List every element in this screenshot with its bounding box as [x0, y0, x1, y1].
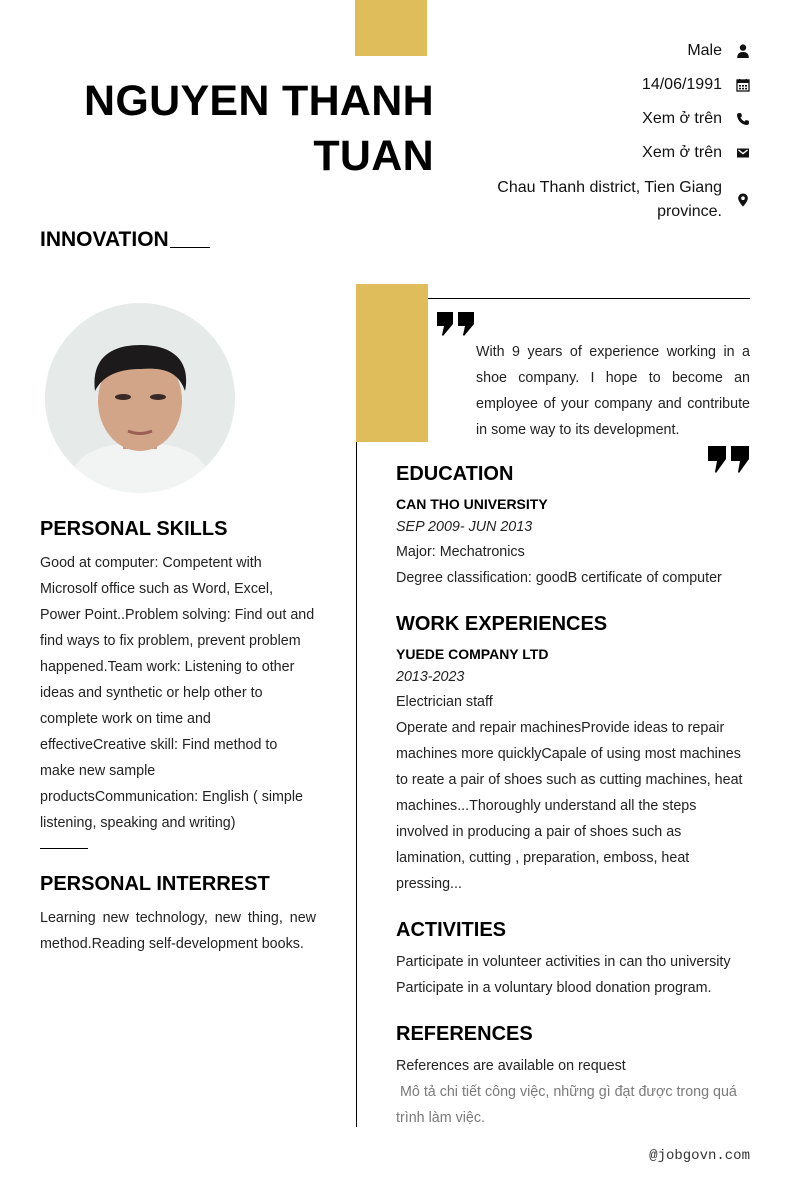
envelope-icon: [728, 146, 750, 160]
left-column: [40, 516, 316, 957]
contact-phone: [470, 108, 750, 130]
work-position: Electrician staff: [396, 694, 493, 710]
education-degree: Degree classification: goodB certificate of computer: [396, 570, 722, 586]
right-column: [396, 461, 750, 1151]
education-heading: EDUCATION: [396, 463, 514, 485]
contact-phone-text: Xem ở trên: [642, 110, 722, 127]
contact-list: [470, 40, 750, 236]
activities-section: [396, 917, 750, 1001]
references-text: References are available on request: [396, 1058, 626, 1074]
education-school: CAN THO UNIVERSITY: [396, 496, 548, 512]
work-company: YUEDE COMPANY LTD: [396, 646, 549, 662]
name-line-1: NGUYEN THANH: [84, 77, 434, 125]
tagline-rule: [170, 247, 210, 248]
open-quote-icon: [437, 312, 475, 343]
skills-text: Good at computer: Competent with Microsolf office such as Word, Excel, Power Point..Problem solving: Find out and find ways to fix problem, prevent problem happened.Team work: Listening to other ideas and synthetic or help other to complete work on time and effectiveCreative skill: Find method to make new sample productsCommunication: English ( simple listening, speaking and writing): [40, 555, 315, 831]
contact-email-text: Xem ở trên: [642, 144, 722, 161]
education-period: SEP 2009- JUN 2013: [396, 519, 533, 535]
tagline-text: INNOVATION: [40, 228, 169, 251]
education-section: [396, 461, 750, 591]
accent-block-side: [356, 284, 428, 442]
contact-gender-text: Male: [687, 42, 722, 59]
references-section: [396, 1021, 750, 1131]
references-heading: REFERENCES: [396, 1023, 533, 1045]
contact-gender: [470, 40, 750, 62]
section-rule: [40, 848, 88, 849]
work-period: 2013-2023: [396, 669, 465, 685]
work-section: [396, 611, 750, 897]
footer-watermark: @jobgovn.com: [649, 1148, 750, 1164]
contact-birthdate: [470, 74, 750, 96]
activity-item: Participate in a voluntary blood donation program.: [396, 980, 712, 996]
contact-address: [470, 176, 750, 224]
contact-address-text: Chau Thanh district, Tien Giang province.: [497, 179, 722, 220]
map-pin-icon: [728, 193, 750, 207]
interest-text: Learning new technology, new thing, new method.Reading self-development books.: [40, 910, 316, 952]
skills-heading: PERSONAL SKILLS: [40, 518, 228, 540]
work-heading: WORK EXPERIENCES: [396, 613, 608, 635]
calendar-icon: [728, 78, 750, 92]
person-icon: [728, 44, 750, 58]
contact-email: [470, 142, 750, 164]
tagline: [40, 228, 210, 252]
education-major: Major: Mechatronics: [396, 544, 525, 560]
career-objective: With 9 years of experience working in a shoe company. I hope to become an employee of your company and contribute in some way to its development.: [476, 344, 750, 438]
contact-birthdate-text: 14/06/1991: [641, 76, 722, 93]
phone-icon: [728, 112, 750, 126]
work-description: Operate and repair machinesProvide ideas to repair machines more quicklyCapale of using most machines to reate a pair of shoes such as cutting machines, heat machines...Thoroughly understand all the steps involved in producing a pair of shoes such as lamination, cutting , preparation, emboss, heat pressing...: [396, 720, 743, 892]
interest-heading: PERSONAL INTERREST: [40, 873, 270, 895]
candidate-name: [14, 74, 434, 184]
objective-top-rule: [428, 298, 750, 299]
avatar: [45, 303, 235, 493]
name-line-2: TUAN: [313, 132, 434, 180]
references-note: Mô tả chi tiết công việc, những gì đạt được trong quá trình làm việc.: [396, 1084, 741, 1126]
accent-block-top: [355, 0, 427, 56]
activities-heading: ACTIVITIES: [396, 919, 507, 941]
column-divider: [356, 442, 357, 1127]
activity-item: Participate in volunteer activities in can tho university: [396, 954, 731, 970]
